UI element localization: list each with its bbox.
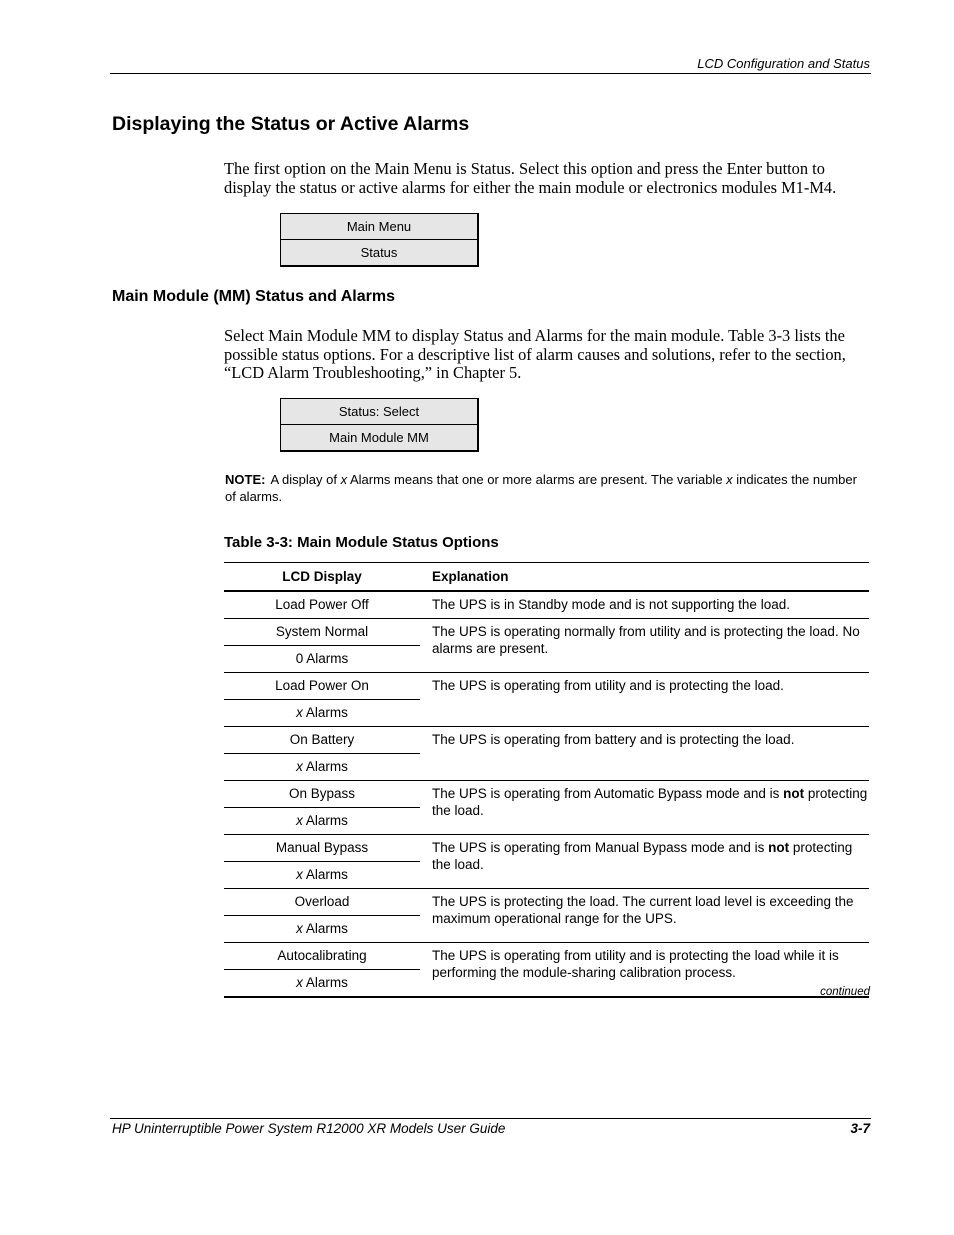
- table-header: [224, 563, 869, 592]
- lcd-display-cell: 0 Alarms: [224, 645, 420, 672]
- alarm-var: x: [296, 813, 303, 828]
- footer-title: HP Uninterruptible Power System R12000 XR Models User Guide: [112, 1121, 506, 1136]
- lcd-display-cell: [224, 915, 420, 942]
- explanation-text: The UPS is operating from Manual Bypass mode and is: [432, 840, 769, 855]
- explanation-emphasis: not: [783, 786, 805, 801]
- alarm-suffix: Alarms: [302, 921, 348, 936]
- alarm-var: x: [296, 921, 303, 936]
- note-var: x: [726, 472, 733, 487]
- explanation-cell: The UPS is operating normally from utility and is protecting the load. No alarms are present.: [432, 624, 860, 656]
- note-text: Alarms means that one or more alarms are present. The variable: [347, 472, 727, 487]
- alarm-suffix: Alarms: [302, 975, 348, 990]
- alarm-var: x: [296, 975, 303, 990]
- status-options-table: [224, 562, 869, 998]
- lcd-display-cell: [224, 861, 420, 888]
- table-row: [224, 673, 869, 727]
- explanation-cell: The UPS is operating from battery and is protecting the load.: [432, 732, 795, 747]
- note-var: x: [340, 472, 348, 487]
- lcd-status-select: [280, 398, 479, 452]
- table-row: [224, 943, 869, 998]
- lcd-display-cell: On Bypass: [288, 786, 356, 801]
- alarm-suffix: Alarms: [302, 705, 348, 720]
- header-rule: [110, 73, 871, 74]
- explanation-cell: [420, 835, 869, 888]
- lcd-display-cell: [224, 969, 420, 996]
- lcd-display-cell: Overload: [294, 894, 350, 909]
- explanation-text: protecting the load.: [432, 786, 868, 818]
- table-row: [224, 619, 869, 673]
- table-row: [224, 835, 869, 889]
- footer-rule: [110, 1118, 871, 1119]
- note-text: indicates the number of alarms.: [225, 472, 857, 504]
- section-title: Displaying the Status or Active Alarms: [112, 113, 470, 135]
- subsection-title: Main Module (MM) Status and Alarms: [112, 288, 395, 305]
- alarm-var: x: [296, 705, 303, 720]
- explanation-text: protecting the load.: [432, 840, 853, 872]
- lcd-display-cell: Autocalibrating: [277, 948, 367, 963]
- explanation-cell: The UPS is protecting the load. The current load level is exceeding the maximum operational range for the UPS.: [432, 894, 854, 926]
- lcd-display-cell: Load Power Off: [275, 597, 369, 612]
- lcd-display-cell: Manual Bypass: [275, 840, 369, 855]
- lcd-line-1: Status: Select: [281, 399, 477, 424]
- note-text: A display of: [270, 472, 341, 487]
- continued-label: continued: [820, 986, 870, 998]
- lcd-display-cell: [224, 807, 420, 834]
- subsection-intro: Select Main Module MM to display Status and Alarms for the main module. Table 3-3 lists the possible status options. For a descriptive list of alarm causes and solutions, refer to the section, “LCD Alarm Troubleshooting,” in Chapter 5.: [224, 326, 846, 382]
- lcd-display-cell: Load Power On: [275, 678, 369, 693]
- lcd-line-1: Main Menu: [281, 214, 477, 239]
- explanation-cell: The UPS is operating from utility and is protecting the load while it is performing the module-sharing calibration process.: [432, 948, 839, 980]
- alarm-var: x: [296, 867, 303, 882]
- table-row: [224, 889, 869, 943]
- table-row: [224, 781, 869, 835]
- header-lcd-display: LCD Display: [282, 569, 362, 584]
- lcd-display-cell: [224, 753, 420, 780]
- explanation-cell: [420, 781, 869, 834]
- running-header: LCD Configuration and Status: [697, 56, 870, 71]
- note-label: NOTE:: [225, 472, 266, 487]
- lcd-line-2: Main Module MM: [281, 424, 477, 450]
- lcd-display-cell: [224, 699, 420, 726]
- explanation-emphasis: not: [768, 840, 790, 855]
- lcd-main-menu: [280, 213, 479, 267]
- header-explanation: Explanation: [432, 569, 509, 584]
- page-number: 3-7: [850, 1121, 870, 1136]
- table-caption: Table 3-3: Main Module Status Options: [224, 534, 499, 551]
- lcd-display-cell: System Normal: [275, 624, 369, 639]
- lcd-line-2: Status: [281, 239, 477, 265]
- alarm-var: x: [296, 759, 303, 774]
- note: [225, 471, 870, 505]
- alarm-suffix: Alarms: [302, 759, 348, 774]
- explanation-cell: The UPS is operating from utility and is protecting the load.: [432, 678, 784, 693]
- lcd-display-cell: On Battery: [289, 732, 355, 747]
- alarm-suffix: Alarms: [302, 867, 348, 882]
- section-intro: The first option on the Main Menu is Status. Select this option and press the Enter button to display the status or active alarms for either the main module or electronics modules M1-M4.: [224, 159, 837, 197]
- table-row: [224, 592, 869, 619]
- table-row: [224, 727, 869, 781]
- explanation-cell: The UPS is in Standby mode and is not supporting the load.: [432, 597, 790, 612]
- alarm-suffix: Alarms: [302, 813, 348, 828]
- explanation-text: The UPS is operating from Automatic Bypass mode and is: [432, 786, 784, 801]
